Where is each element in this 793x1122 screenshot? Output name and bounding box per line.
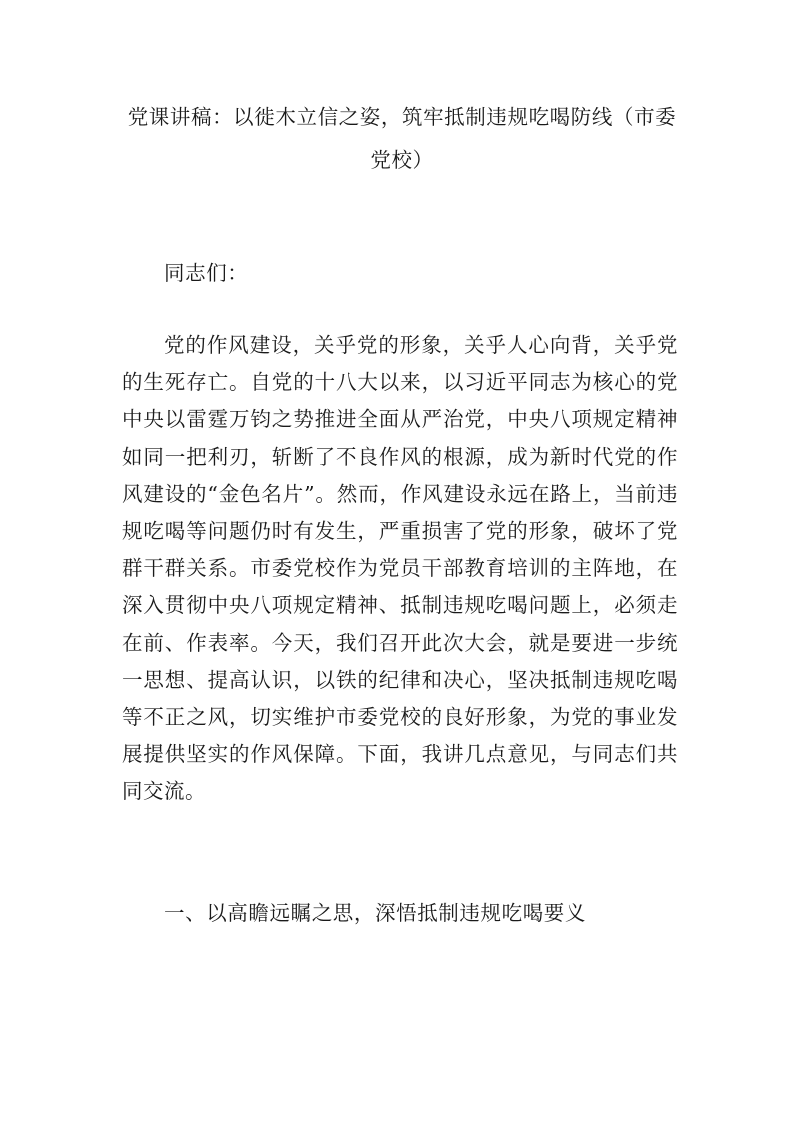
salutation: 同志们： [164, 261, 249, 285]
document-title: 党课讲稿：以徙木立信之姿，筑牢抵制违规吃喝防线（市委党校） [127, 105, 677, 172]
section-heading: 一、以高瞻远瞩之思，深悟抵制违规吃喝要义 [164, 901, 586, 925]
body-paragraph: 党的作风建设，关乎党的形象，关乎人心向背，关乎党的生死存亡。自党的十八大以来，以习近平同志为核心的党中央以雷霆万钧之势推进全面从严治党，中央八项规定精神如同一把利刃，斩断了不良作风的根源，成为新时代党的作风建设的“金色名片”。然而，作风建设永远在路上，当前违规吃喝等问题仍时有发生，严重损害了党的形象，破坏了党群干群关系。市委党校作为党员干部教育培训的主阵地，在深入贯彻中央八项规定精神、抵制违规吃喝问题上，必须走在前、作表率。今天，我们召开此次大会，就是要进一步统一思想、提高认识，以铁的纪律和决心，坚决抵制违规吃喝等不正之风，切实维护市委党校的良好形象，为党的事业发展提供坚实的作风保障。下面，我讲几点意见，与同志们共同交流。 [122, 333, 678, 804]
